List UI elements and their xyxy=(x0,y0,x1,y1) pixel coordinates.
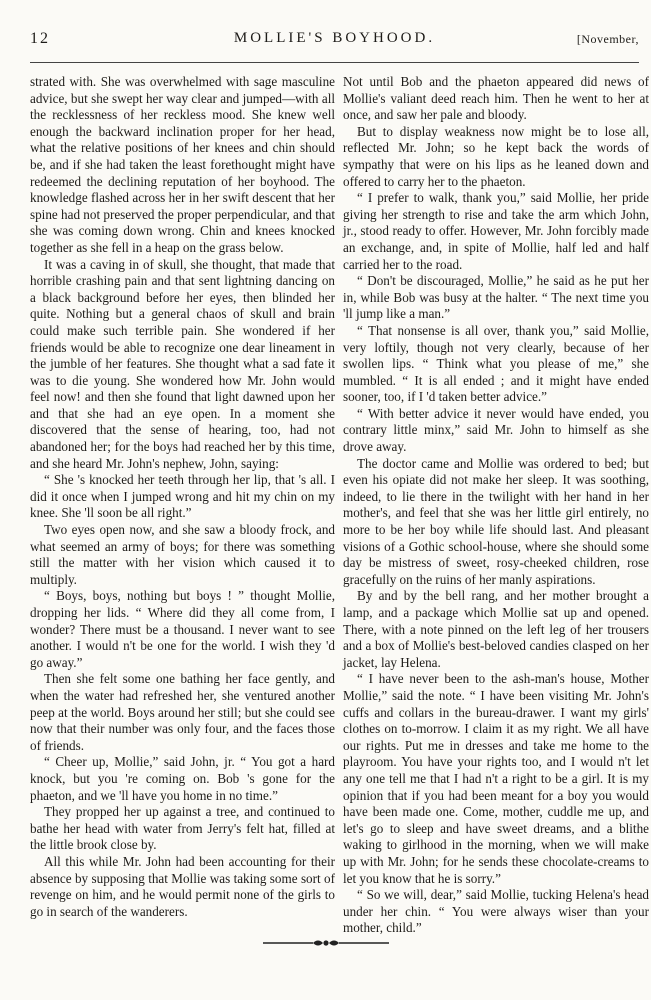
paragraph: “ That nonsense is all over, thank you,” said Mollie, very loftily, though not very clearly, because of her swollen lips. “ Think what you please of me,” she mumbled. “ It is all ended ; and it might have ended sooner, too, if I 'd taken better advice.” xyxy=(343,322,649,405)
paragraph: “ I have never been to the ash-man's house, Mother Mollie,” said the note. “ I have been visiting Mr. John's cuffs and collars in the bureau-drawer. I want my girls' clothes on to-morrow. I claim it as my right. We all have our rights. Put me in dresses and take me home to the playroom. You have your rights too, and I would n't let any one tell me that I had n't a right to be a girl. It is my opinion that if you had been meant for a boy you would have been made one. Come, mother, cuddle me up, and let's go to sleep and have sweet dreams, and a blithe waking to girlhood in the morning, when we will make up with Mr. John; for he sends these chocolate-creams to let you know that he is sorry.” xyxy=(343,671,649,886)
paragraph: “ Cheer up, Mollie,” said John, jr. “ You got a hard knock, but you 're coming on. Bob 's gone for the phaeton, and we 'll have you home in no time.” xyxy=(30,754,335,803)
page-number: 12 xyxy=(30,30,50,47)
paragraph: It was a caving in of skull, she thought, that made that horrible crashing pain and that sent lightning dancing on a black background before her eyes, then blinded her quite. Nothing but a general chaos of skull and brain could make such terrible pain. She wondered if her friends would be able to recognize one dear lineament in the jumble of her features. She thought what a sad fate it was to die young. She wondered how Mr. John would feel now! and then she found that light dawned upon her and that she had an eye open. In a moment she discovered that the sense of hearing, too, had not abandoned her; for the boys had reached her by this time, and she heard Mr. John's nephew, John, saying: xyxy=(30,256,335,471)
paragraph: “ Boys, boys, nothing but boys ! ” thought Mollie, dropping her lids. “ Where did they all come from, I wonder? There must be a thousand. I never want to see another. I would n't be one for the world. I wish they 'd go away.” xyxy=(30,588,335,670)
issue-month: [November, xyxy=(576,32,639,46)
paragraph: The doctor came and Mollie was ordered to bed; but even his opiate did not make her sleep. It was soothing, indeed, to lie there in the twilight with her hand in her mother's, and feel that she was her little girl entirely, no more to be her boy while life should last. And pleasant visions of a Gothic school-house, where she should some day be mistress of sweet, rosy-cheeked children, rose gracefully on the ruins of her manly aspirations. xyxy=(343,455,649,587)
paragraph: They propped her up against a tree, and continued to bathe her head with water from Jerry's felt hat, filled at the little brook close by. xyxy=(30,804,335,853)
left-column xyxy=(30,74,335,920)
paragraph: “ Don't be discouraged, Mollie,” he said as he put her in, while Bob was busy at the halter. “ The next time you 'll jump like a man.” xyxy=(343,273,649,322)
paragraph: Then she felt some one bathing her face gently, and when the water had refreshed her, she ventured another peep at the world. Boys around her still; but she could see now that their number was only four, and the faces those of friends. xyxy=(30,671,335,753)
paragraph: But to display weakness now might be to lose all, reflected Mr. John; so he kept back the words of sympathy that were on his lips as he leaned down and offered to carry her to the phaeton. xyxy=(343,123,649,189)
paragraph: Two eyes open now, and she saw a bloody frock, and what seemed an army of boys; for there was something still the matter with her vision which caused it to multiply. xyxy=(30,522,335,587)
paragraph: “ With better advice it never would have ended, you contrary little minx,” said Mr. John to himself as she drove away. xyxy=(343,405,649,455)
paragraph: strated with. She was overwhelmed with sage masculine advice, but she swept her way clear and jumped—with all the recklessness of her reckless mood. She knew well enough the backward inclination proper for her head, what the relative positions of her knees and chin should be, and if she had taken the least forethought might have redeemed the declining reputation of her boyhood. The knowledge flashed across her in her swift descent that her spine had not preserved the proper perpendicular, and that she was coming down wrong. Chin and knees knocked together as she fell in a heap on the grass below. xyxy=(30,74,335,255)
paragraph: “ She 's knocked her teeth through her lip, that 's all. I did it once when I jumped wrong and hit my chin on my knee. She 'll soon be all right.” xyxy=(30,472,335,521)
running-header xyxy=(30,26,639,54)
paragraph: All this while Mr. John had been accounting for their absence by supposing that Mollie was taking some sort of revenge on him, and he would permit none of the girls to go in search of the wanderers. xyxy=(30,853,335,919)
paragraph: Not until Bob and the phaeton appeared did news of Mollie's valiant deed reach him. Then he went to her at once, and saw her pale and bloody. xyxy=(343,74,649,123)
end-ornament xyxy=(0,936,651,955)
header-rule xyxy=(30,62,639,63)
right-column xyxy=(343,74,649,937)
paragraph: “ I prefer to walk, thank you,” said Mollie, her pride giving her strength to rise and take the arm which John, jr., stood ready to offer. However, Mr. John forcibly made an exchange, and, in spite of Mollie, half led and half carried her to the road. xyxy=(343,190,649,272)
paragraph: By and by the bell rang, and her mother brought a lamp, and a package which Mollie sat up and opened. There, with a note pinned on the left leg of her trousers and a box of Mollie's best-beloved candies clasped on her jacket, lay Helena. xyxy=(343,588,649,670)
running-title: MOLLIE'S BOYHOOD. xyxy=(233,30,436,46)
paragraph: “ So we will, dear,” said Mollie, tucking Helena's head under her chin. “ You were always wiser than your mother, child.” xyxy=(343,887,649,936)
flourish-icon xyxy=(261,936,391,950)
